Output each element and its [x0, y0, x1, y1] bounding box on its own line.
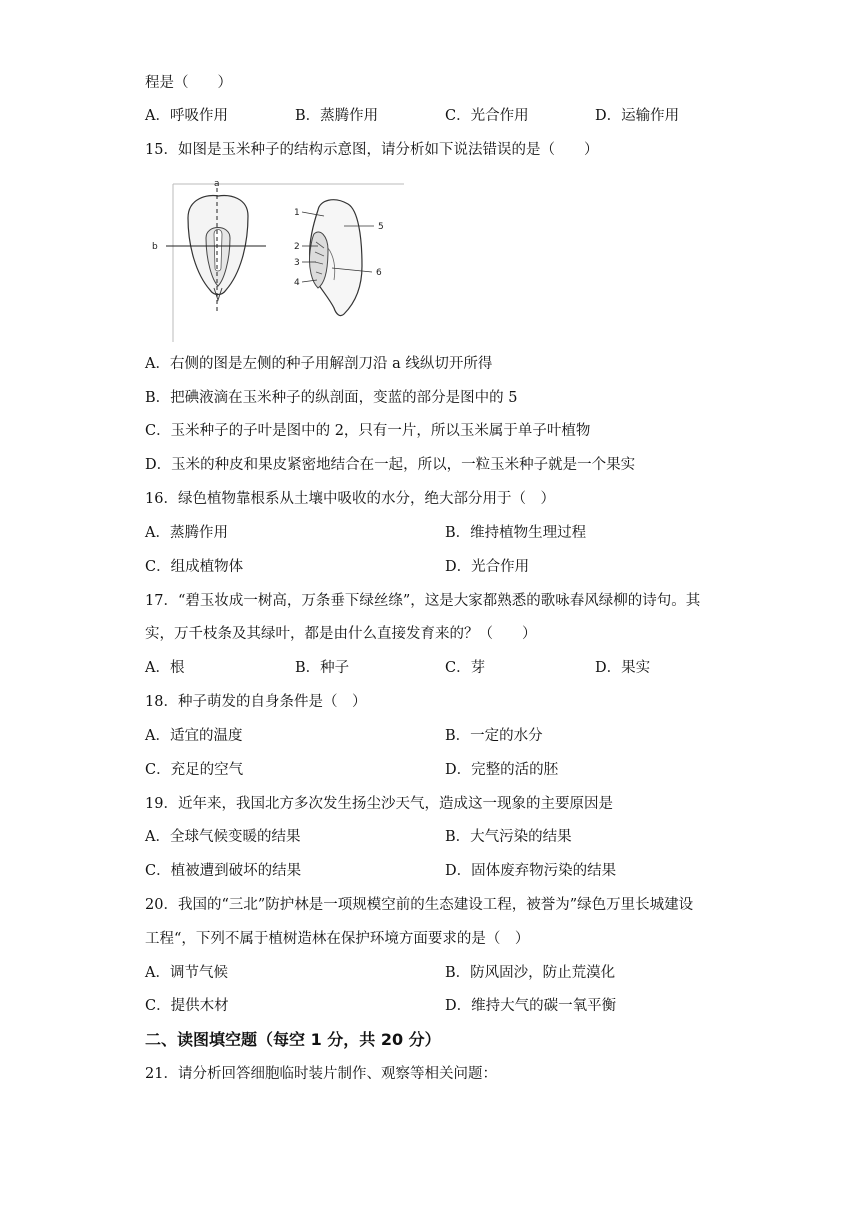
q15-option-c: C．玉米种子的子叶是图中的 2，只有一片，所以玉米属于单子叶植物 [145, 423, 591, 439]
q18-stem: 18．种子萌发的自身条件是（ ） [145, 694, 367, 710]
q15-option-d: D．玉米的种皮和果皮紧密地结合在一起，所以，一粒玉米种子就是一个果实 [145, 457, 636, 473]
q17-option-a: A．根 [145, 660, 185, 676]
figure-label-b: b [152, 242, 158, 252]
q16-option-a: A．蒸腾作用 [145, 525, 228, 541]
figure-label-1: 1 [294, 208, 300, 218]
q18-option-a: A．适宜的温度 [145, 728, 243, 744]
q20-option-a: A．调节气候 [145, 965, 228, 981]
q15-option-a: A．右侧的图是左侧的种子用解剖刀沿 a 线纵切开所得 [145, 356, 493, 372]
q19-option-a: A．全球气候变暖的结果 [145, 829, 301, 845]
section-2-title: 二、读图填空题（每空 1 分，共 20 分） [145, 1030, 441, 1049]
figure-label-a: a [214, 179, 220, 189]
q19-option-b: B．大气污染的结果 [445, 829, 572, 845]
figure-label-5: 5 [378, 222, 384, 232]
figure-label-4: 4 [294, 278, 300, 288]
q16-option-c: C．组成植物体 [145, 559, 244, 575]
figure-label-2: 2 [294, 242, 300, 252]
q16-stem: 16．绿色植物靠根系从土壤中吸收的水分，绝大部分用于（ ） [145, 491, 555, 507]
figure-label-6: 6 [376, 268, 382, 278]
q20-stem-line1: 20．我国的“三北”防护林是一项规模空前的生态建设工程，被誉为”绿色万里长城建设 [145, 897, 694, 913]
figure-label-3: 3 [294, 258, 300, 268]
q18-option-d: D．完整的活的胚 [445, 762, 559, 778]
q20-option-c: C．提供木材 [145, 998, 229, 1014]
q15-stem: 15．如图是玉米种子的结构示意图，请分析如下说法错误的是（ ） [145, 142, 599, 158]
q18-option-c: C．充足的空气 [145, 762, 244, 778]
q14-option-d: D．运输作用 [595, 108, 680, 124]
q17-option-c: C．芽 [445, 660, 486, 676]
q14-option-c: C．光合作用 [445, 108, 529, 124]
q14-option-b: B．蒸腾作用 [295, 108, 379, 124]
q17-stem-line1: 17．“碧玉妆成一树高，万条垂下绿丝绦”，这是大家都熟悉的歌咏春风绿柳的诗句。其 [145, 593, 701, 609]
q16-option-d: D．光合作用 [445, 559, 530, 575]
q20-option-d: D．维持大气的碳一氧平衡 [445, 998, 617, 1014]
q16-option-b: B．维持植物生理过程 [445, 525, 587, 541]
q20-stem-line2: 工程“，下列不属于植树造林在保护环境方面要求的是（ ） [145, 931, 530, 947]
q15-option-b: B．把碘液滴在玉米种子的纵剖面，变蓝的部分是图中的 5 [145, 390, 518, 406]
q17-option-d: D．果实 [595, 660, 651, 676]
q18-option-b: B．一定的水分 [445, 728, 543, 744]
q19-option-c: C．植被遭到破坏的结果 [145, 863, 302, 879]
q17-stem-line2: 实，万千枝条及其绿叶，都是由什么直接发育来的？（ ） [145, 626, 537, 642]
q19-stem: 19．近年来，我国北方多次发生扬尘沙天气，造成这一现象的主要原因是 [145, 796, 613, 812]
q14-option-a: A．呼吸作用 [145, 108, 228, 124]
q17-option-b: B．种子 [295, 660, 350, 676]
q21-stem: 21．请分析回答细胞临时装片制作、观察等相关问题： [145, 1066, 497, 1082]
corn-seed-figure [148, 176, 408, 344]
q14-stem-tail: 程是（ ） [145, 75, 232, 91]
q20-option-b: B．防风固沙，防止荒漠化 [445, 965, 616, 981]
q19-option-d: D．固体废弃物污染的结果 [445, 863, 617, 879]
